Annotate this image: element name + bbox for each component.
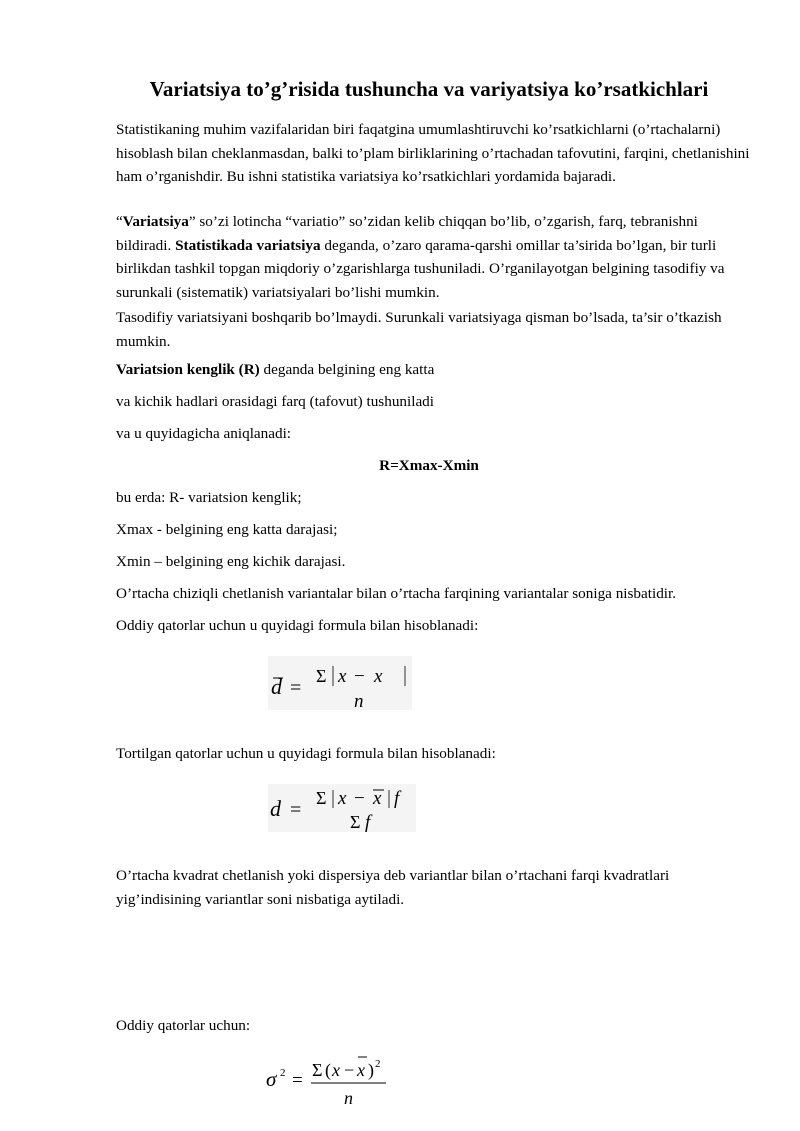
formula-1-lhs: d: [271, 674, 282, 699]
formula-3-svg: [264, 1050, 392, 1110]
term-variatsion-kenglik: Variatsion kenglik (R): [116, 361, 260, 378]
formula-3-sum: Σ: [312, 1060, 323, 1080]
quote-open: “: [116, 213, 123, 230]
formula-2-x-mean: x: [373, 788, 382, 809]
formula-2-svg: [268, 784, 416, 832]
formula-2-f: f: [394, 788, 400, 809]
formula-2-equals: =: [290, 799, 302, 821]
formula-1-svg: [268, 656, 412, 710]
formula-3-minus: −: [344, 1060, 355, 1080]
range-definition-text: deganda belgining eng katta: [259, 361, 435, 378]
intro-paragraph: Statistikaning muhim vazifalaridan biri faqatgina umumlashtiruvchi ko’rsatkichlarni (o’rtachalarni) hisoblash bilan cheklanmasdan, balki to’plam birliklarining o’rtachadan tafovutini, farqini, chetlanishini ham o’rganishdir. Bu ishni statistika variatsiya ko’rsatkichlari yordamida bajaradi.: [116, 121, 750, 185]
formula-3-lhs: σ: [266, 1067, 277, 1091]
formula-1-x-mean: x: [374, 666, 383, 687]
variation-definition-paragraph: [116, 210, 750, 304]
xmin-description: Xmin – belgining eng kichik darajasi.: [116, 553, 346, 570]
definition-text-1: ” so’zi lotincha “variatio” so’zidan kelib chiqqan bo’lib, o’zgarish, farq, tebranishni bildiradi.: [116, 213, 698, 254]
formula-3-right-paren: ): [368, 1060, 374, 1080]
mean-deviation-definition: O’rtacha chiziqli chetlanish variantalar bilan o’rtacha farqining variantalar soniga nisbatidir.: [116, 585, 677, 602]
formula-1-equals: =: [290, 677, 302, 699]
range-definition-line-1: [116, 360, 434, 380]
term-variatsiya: Variatsiya: [122, 213, 189, 230]
mean-deviation-weighted-formula: [268, 784, 416, 837]
formula-1-denominator: n: [354, 691, 364, 710]
formula-3-left-paren: (: [325, 1060, 331, 1080]
term-statistikada-variatsiya: Statistikada variatsiya: [175, 236, 321, 254]
variance-definition: O’rtacha kvadrat chetlanish yoki dispersiya deb variantlar bilan o’rtachani farqi kvadratlari yig’indisining variantlar soni nisbatiga aytiladi.: [116, 867, 670, 908]
variance-simple-intro: Oddiy qatorlar uchun:: [116, 1017, 251, 1034]
formula-1-sum: Σ: [316, 666, 327, 686]
xmax-description: Xmax - belgining eng katta darajasi;: [116, 521, 338, 538]
simple-series-intro: Oddiy qatorlar uchun u quyidagi formula bilan hisoblanadi:: [116, 617, 479, 634]
definition-text-2: deganda, o’zaro qarama-qarshi omillar ta’sirida bo’lgan, bir turli birlikdan tashkil topgan miqdoriy o’zgarishlarga tushuniladi. O’rganilayotgan belgining tasodifiy va surunkali (sistematik) variatsiyalari bo’lishi mumkin.: [116, 236, 725, 301]
weighted-series-intro: Tortilgan qatorlar uchun u quyidagi formula bilan hisoblanadi:: [116, 745, 496, 762]
range-definition-line-2: va kichik hadlari orasidagi farq (tafovut) tushuniladi: [116, 393, 434, 410]
page-title: Variatsiya to’g’risida tushuncha va variyatsiya ko’rsatkichlari: [149, 77, 709, 101]
range-formula: R=Xmax-Xmin: [379, 457, 479, 474]
formula-3-x: x: [332, 1060, 340, 1080]
formula-2-denominator-f: f: [365, 812, 371, 832]
mean-deviation-simple-formula: [268, 656, 412, 715]
range-definition-line-3: va u quyidagicha aniqlanadi:: [116, 425, 292, 442]
formula-3-lhs-exponent: 2: [280, 1067, 286, 1079]
formula-3-equals: =: [292, 1070, 303, 1091]
variance-simple-formula: [264, 1050, 392, 1115]
formula-2-x: x: [338, 788, 347, 809]
formula-2-minus: −: [354, 788, 365, 809]
formula-3-denominator: n: [344, 1088, 353, 1108]
formula-2-sum: Σ: [316, 788, 327, 808]
formula-3-exponent: 2: [375, 1058, 381, 1070]
random-variation-paragraph: Tasodifiy variatsiyani boshqarib bo’lmaydi. Surunkali variatsiyaga qisman bo’lsada, ta’sir o’tkazish mumkin.: [116, 309, 722, 350]
formula-2-denominator-sum: Σ: [350, 812, 361, 832]
formula-2-lhs: d: [270, 796, 281, 821]
formula-1-x: x: [338, 666, 347, 687]
formula-3-x-mean: x: [357, 1060, 365, 1080]
formula-1-minus: −: [354, 666, 365, 687]
range-where-line: bu erda: R- variatsion kenglik;: [116, 489, 302, 506]
